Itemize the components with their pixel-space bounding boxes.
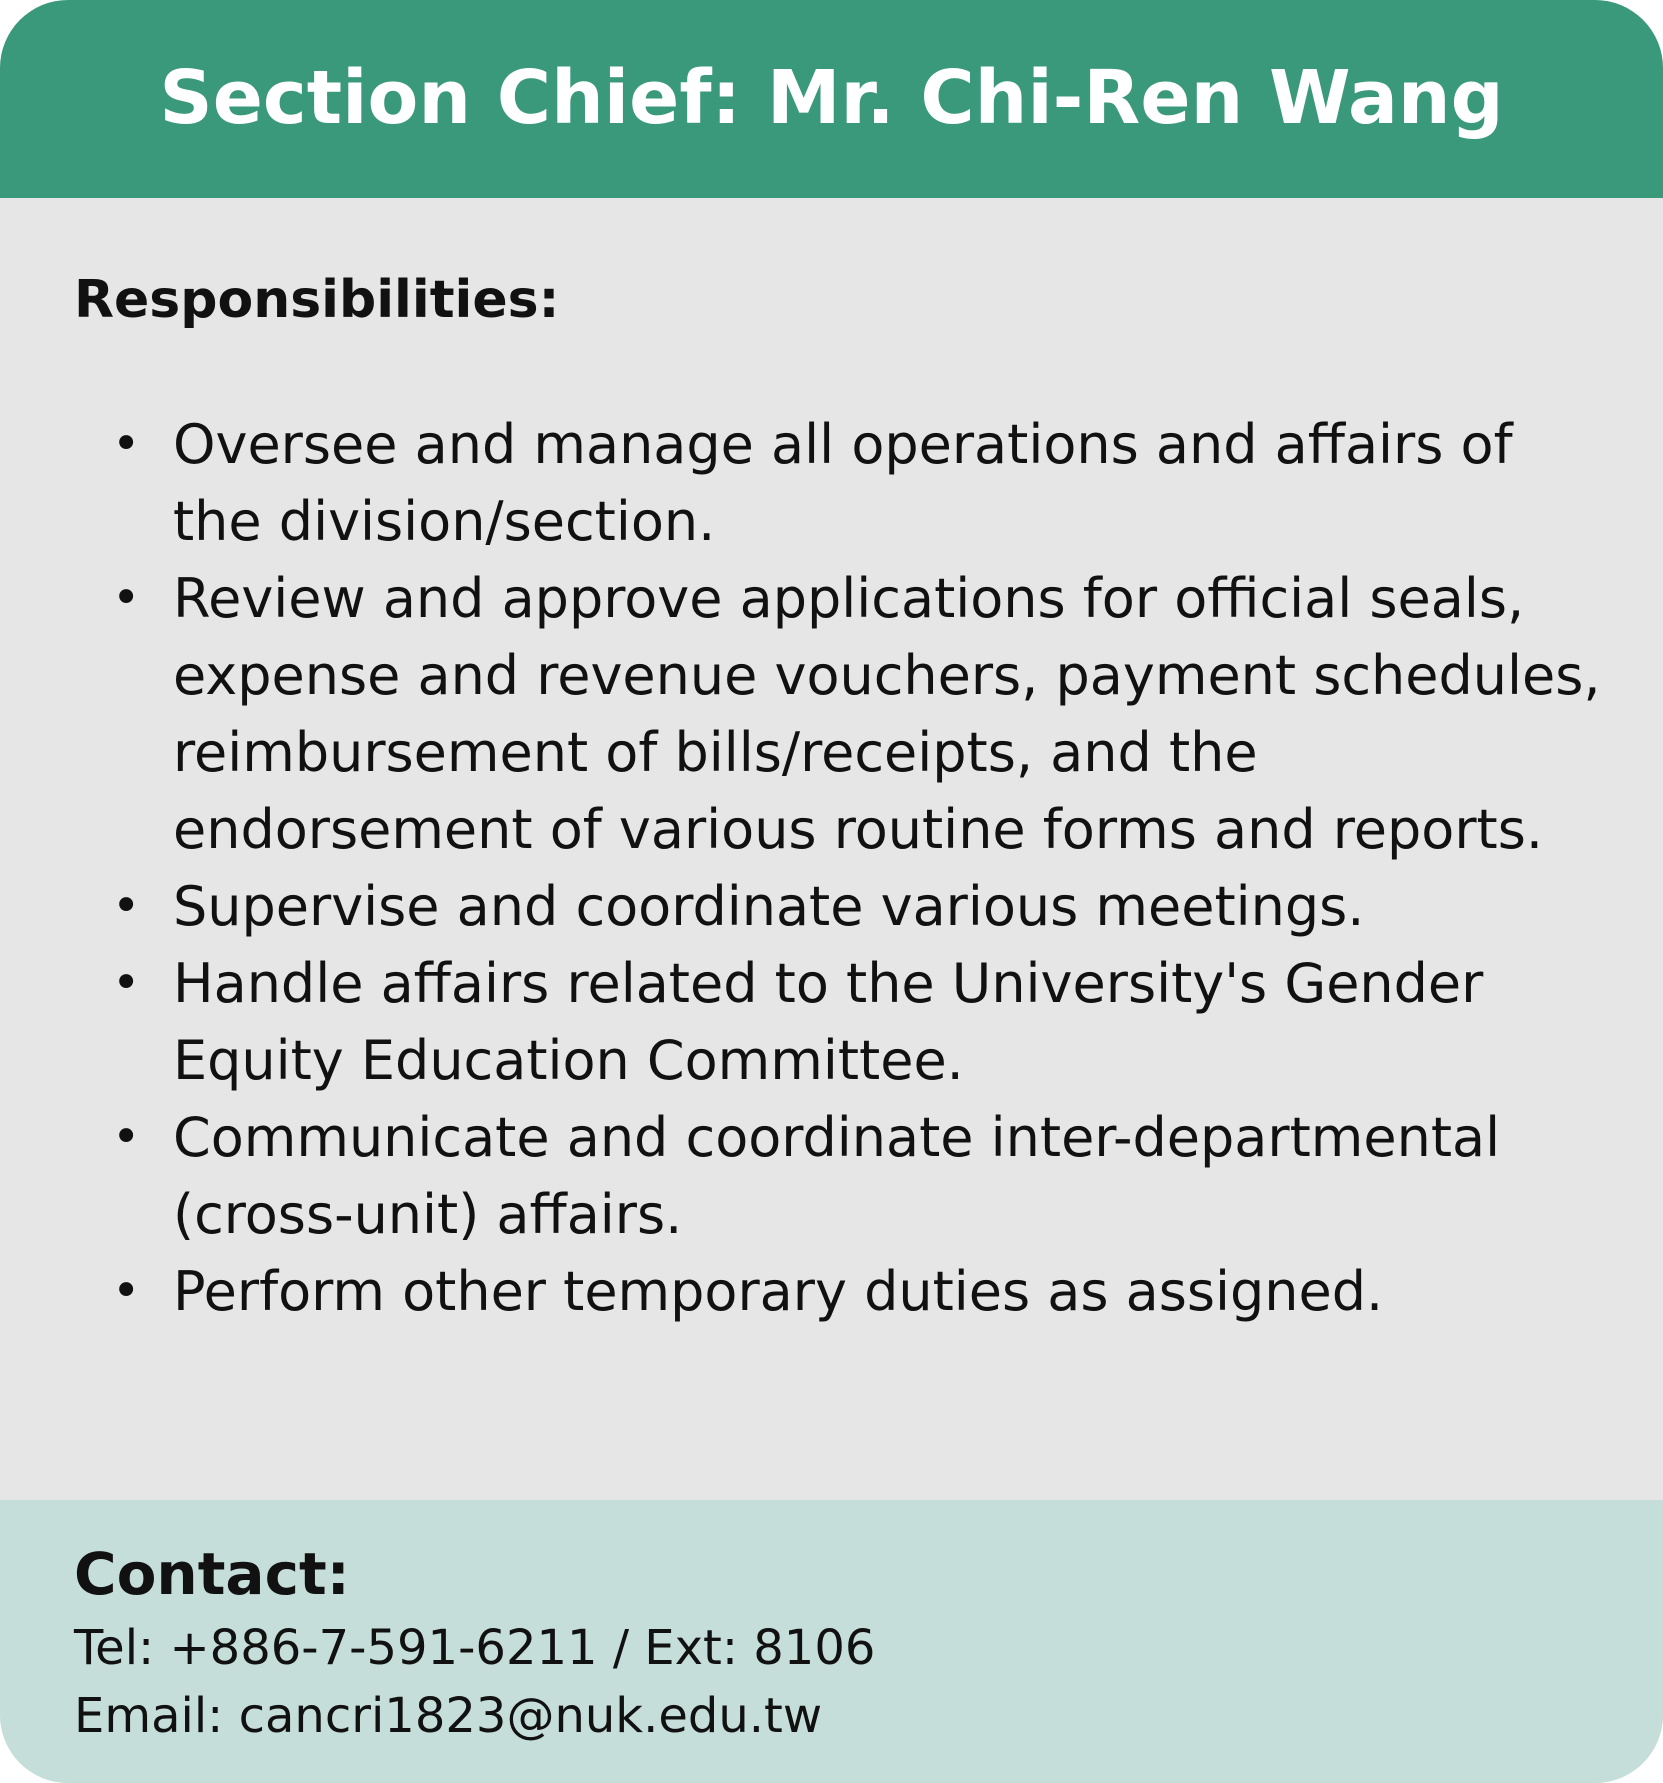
contact-telephone[interactable]: Tel: +886-7-591-6211 / Ext: 8106 [74,1620,876,1676]
responsibilities-section [0,198,1663,1500]
list-item [0,1099,1663,1253]
list-item [0,560,1663,868]
contact-heading: Contact: [74,1540,350,1608]
list-item-text: Supervise and coordinate various meetings. [173,875,1365,938]
list-item [0,945,1663,1099]
list-item [0,868,1663,945]
list-item [0,1253,1663,1330]
card-header [0,0,1663,198]
list-item-text: Review and approve applications for official seals, expense and revenue vouchers, payment schedules, reimbursement of bills/receipts, and the endorsement of various routine forms and reports. [173,567,1601,861]
responsibilities-list [0,406,1663,1330]
list-item-text: Communicate and coordinate inter-departmental (cross-unit) affairs. [173,1106,1501,1246]
bullet-icon: • [112,1263,141,1319]
bullet-icon: • [112,416,141,472]
bullet-icon: • [112,570,141,626]
bullet-icon: • [112,1109,141,1165]
list-item-text: Perform other temporary duties as assigned. [173,1260,1384,1323]
list-item-text: Handle affairs related to the University's Gender Equity Education Committee. [173,952,1484,1092]
list-item [0,406,1663,560]
bullet-icon: • [112,955,141,1011]
list-item-text: Oversee and manage all operations and affairs of the division/section. [173,413,1513,553]
bullet-icon: • [112,878,141,934]
contact-email[interactable]: Email: cancri1823@nuk.edu.tw [74,1688,823,1744]
contact-section [0,1500,1663,1783]
section-chief-title: Section Chief: Mr. Chi-Ren Wang [159,55,1504,141]
responsibilities-heading: Responsibilities: [74,270,560,330]
